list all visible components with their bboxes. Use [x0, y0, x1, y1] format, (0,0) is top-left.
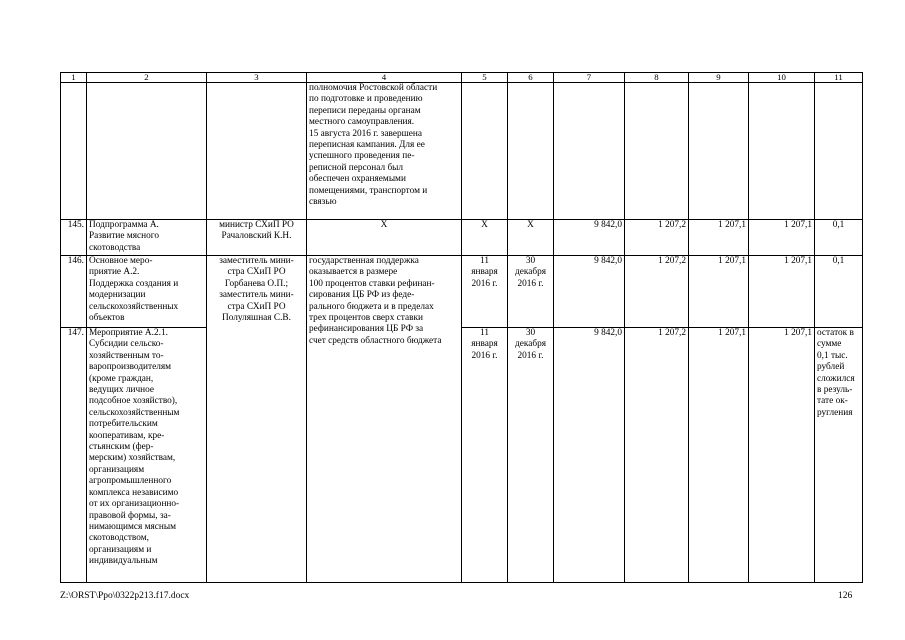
value-cell: 1 207,2	[625, 328, 689, 583]
column-header: 7	[554, 73, 625, 83]
report-table	[60, 72, 863, 583]
column-header: 1	[61, 73, 87, 83]
start-date-cell	[462, 83, 508, 220]
value-cell: 9 842,0	[554, 220, 625, 256]
end-date-cell: 30 декабря 2016 г.	[508, 328, 554, 583]
page-number: 126	[838, 591, 853, 601]
table-row	[61, 328, 863, 583]
end-date-cell	[508, 83, 554, 220]
start-date-cell: 11 января 2016 г.	[462, 328, 508, 583]
column-header: 9	[689, 73, 749, 83]
row-number: 146.	[61, 256, 87, 328]
row-number	[61, 83, 87, 220]
column-header: 5	[462, 73, 508, 83]
column-header: 2	[87, 73, 207, 83]
row-number: 145.	[61, 220, 87, 256]
executor-cell: министр СХиП РО Рачаловский К.Н.	[207, 220, 307, 256]
table-row	[61, 256, 863, 328]
value-cell: 1 207,1	[749, 328, 815, 583]
value-cell: 1 207,1	[749, 256, 815, 328]
result-cell: Х	[307, 220, 462, 256]
column-header: 8	[625, 73, 689, 83]
result-cell: полномочия Ростовской области по подготовке и проведению переписи переданы органам местного самоуправления. 15 августа 2016 г. завершена переписная кампания. Для ее успешного проведения пе- реписной персонал был обеспечен охраняемыми помещениями, транспортом и связью	[307, 83, 462, 220]
end-date-cell: 30 декабря 2016 г.	[508, 256, 554, 328]
start-date-cell: Х	[462, 220, 508, 256]
table-row	[61, 220, 863, 256]
value-cell	[625, 83, 689, 220]
value-cell: 1 207,1	[689, 220, 749, 256]
end-date-cell: Х	[508, 220, 554, 256]
table-row	[61, 83, 863, 220]
measure-name-cell: Основное меро- приятие А.2. Поддержка создания и модернизации сельскохозяйственных объектов	[87, 256, 207, 328]
column-header: 6	[508, 73, 554, 83]
note-cell	[815, 83, 863, 220]
value-cell: 1 207,2	[625, 256, 689, 328]
executor-cell	[207, 83, 307, 220]
row-number: 147.	[61, 328, 87, 583]
column-header: 11	[815, 73, 863, 83]
value-cell	[749, 83, 815, 220]
value-cell: 1 207,2	[625, 220, 689, 256]
measure-name-cell: Подпрограмма А. Развитие мясного скотоводства	[87, 220, 207, 256]
file-path: Z:\ORST\Ppo\0322p213.f17.docx	[60, 591, 190, 601]
column-header: 3	[207, 73, 307, 83]
value-cell: 9 842,0	[554, 256, 625, 328]
column-header: 4	[307, 73, 462, 83]
value-cell: 9 842,0	[554, 328, 625, 583]
column-header: 10	[749, 73, 815, 83]
note-cell: 0,1	[815, 256, 863, 328]
value-cell	[554, 83, 625, 220]
column-number-header-row	[61, 73, 863, 83]
start-date-cell: 11 января 2016 г.	[462, 256, 508, 328]
value-cell: 1 207,1	[689, 256, 749, 328]
value-cell: 1 207,1	[689, 328, 749, 583]
value-cell	[689, 83, 749, 220]
value-cell: 1 207,1	[749, 220, 815, 256]
note-cell: остаток в сумме 0,1 тыс. рублей сложился в резуль- тате ок- ругления	[815, 328, 863, 583]
measure-name-cell: Мероприятие А.2.1. Субсидии сельско- хозяйственным то- варопроизводителям (кроме граждан, ведущих личное подсобное хозяйство), сельскохозяйственным потребительским кооперативам, кре- стьянским (фер- мерским) хозяйствам, организациям агропромышленного комплекса независимо от их организационно- правовой формы, за- нимающимся мясным скотоводством, организациям и индивидуальным	[87, 328, 207, 583]
executor-cell: заместитель мини- стра СХиП РО Горбанева О.П.; заместитель мини- стра СХиП РО Полуляшная С.В.	[207, 256, 307, 583]
result-cell: государственная поддержка оказывается в размере 100 процентов ставки рефинан- сирования ЦБ РФ из феде- рального бюджета и в пределах трех процентов сверх ставки рефинансирования ЦБ РФ за счет средств областного бюджета	[307, 256, 462, 583]
note-cell: 0,1	[815, 220, 863, 256]
measure-name-cell	[87, 83, 207, 220]
